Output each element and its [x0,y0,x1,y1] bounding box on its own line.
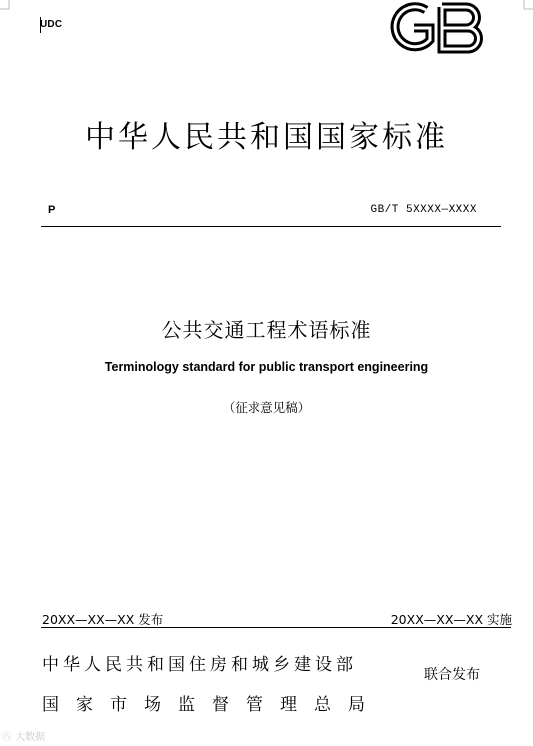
watermark-logo-icon: ㊇ [2,732,12,743]
implementation-date: 20XX—XX—XX 实施 [390,612,512,627]
standard-type-title: 中华人民共和国国家标准 [85,120,448,155]
document-title-en: Terminology standard for public transport engineering [104,360,429,374]
udc-label: UDC [40,19,63,30]
gb-logo [386,2,486,54]
issuer-administration: 国家市场监督管理总局 [42,695,382,715]
joint-issue-label: 联合发布 [424,667,480,683]
corner-mark-top-right [523,0,533,10]
footer-divider [41,627,511,628]
header-divider [41,226,501,227]
issue-date: 20XX—XX—XX 发布 [42,612,164,627]
draft-status: （征求意见稿） [222,400,311,415]
watermark [2,728,45,743]
issuer-ministry: 中华人民共和国住房和城乡建设部 [42,655,357,675]
standard-number: GB/T 5XXXX—XXXX [370,204,477,216]
document-title-zh: 公共交通工程术语标准 [161,318,372,342]
classification-code: P [48,204,56,216]
watermark-text: 大数据 [15,732,46,743]
corner-mark-top-left [0,0,10,10]
